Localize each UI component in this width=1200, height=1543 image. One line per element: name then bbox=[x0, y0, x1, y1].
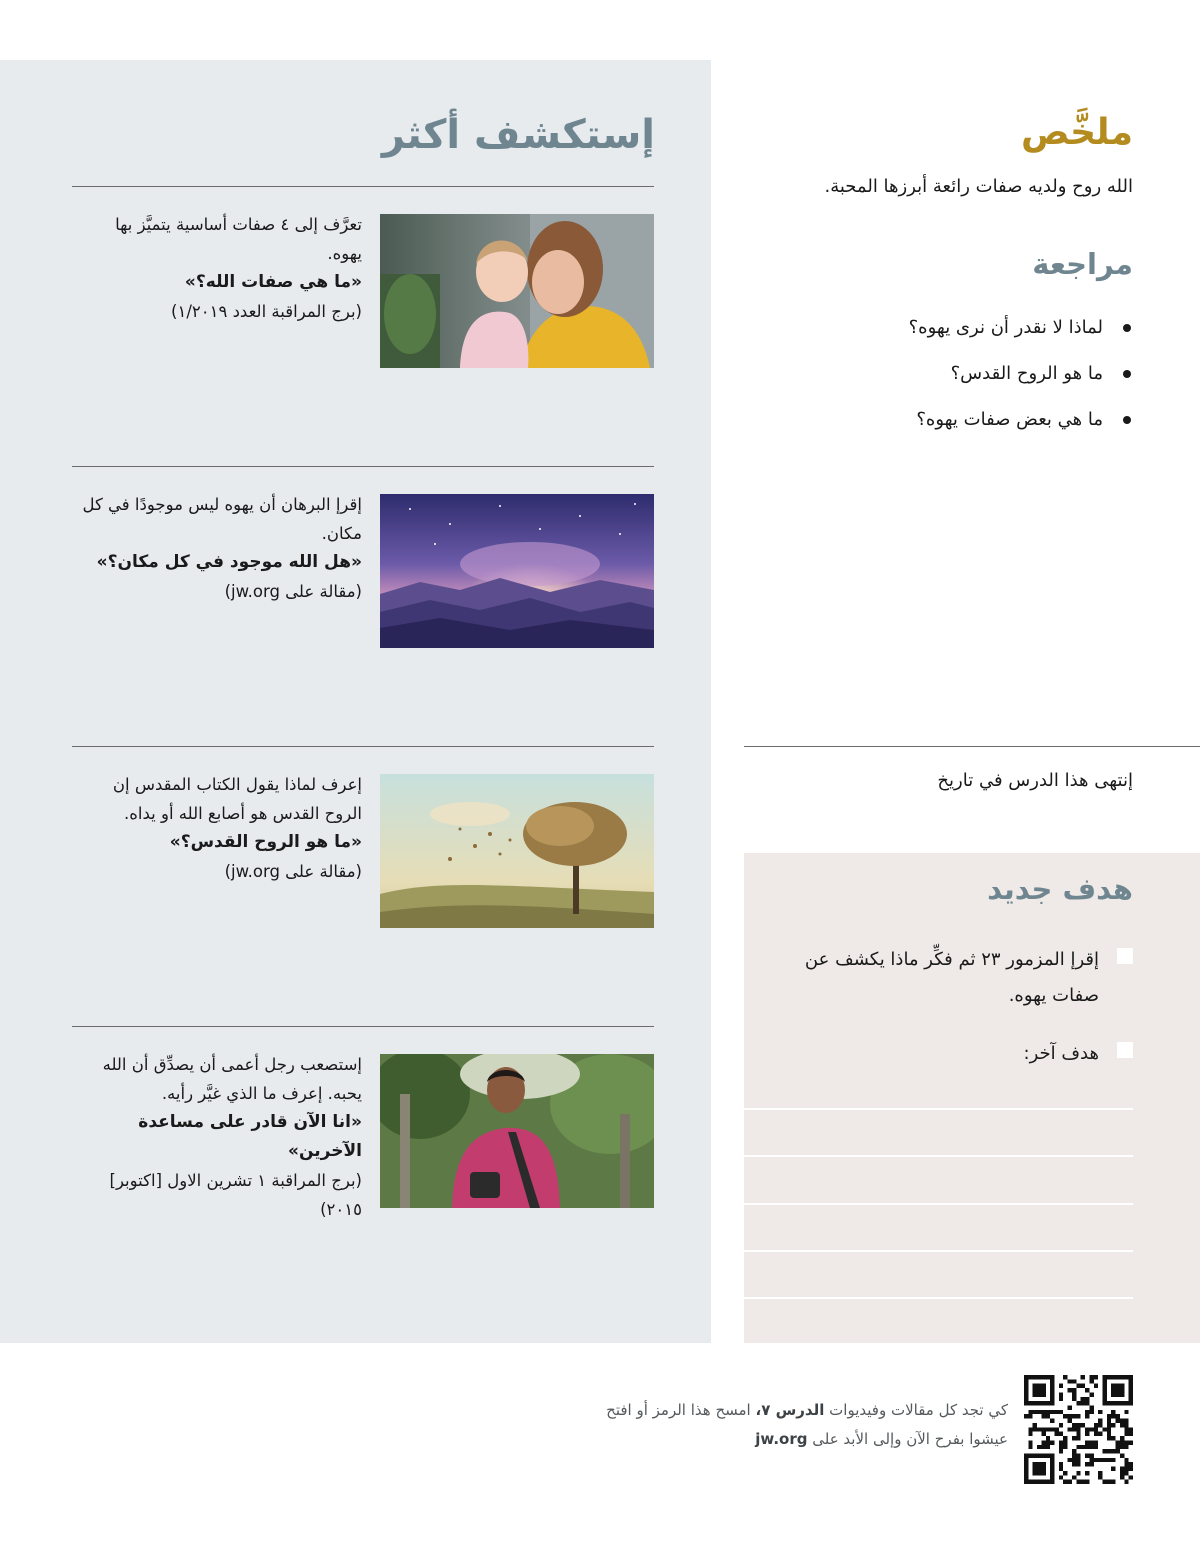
explore-item-description: إستصعب رجل أعمى أن يصدِّق أن الله يحبه. إعرف ما الذي غيَّر رأيه. bbox=[102, 1055, 362, 1103]
footer-instructions bbox=[588, 1396, 1008, 1454]
review-question bbox=[773, 405, 1133, 451]
footer-lesson-label: الدرس ٧، bbox=[755, 1401, 825, 1419]
explore-item-source: (مقالة على jw.org) bbox=[224, 582, 362, 601]
mother-holding-child-photo bbox=[380, 214, 654, 368]
bullet-icon bbox=[1123, 324, 1131, 332]
explore-divider bbox=[72, 186, 654, 187]
lesson-completed-label: إنتهى هذا الدرس في تاريخ bbox=[937, 770, 1133, 791]
review-question-text: ما هي بعض صفات يهوه؟ bbox=[916, 409, 1103, 430]
explore-item-description: إقرإ البرهان أن يهوه ليس موجودًا في كل مكان. bbox=[82, 495, 362, 543]
explore-item-source: (برج المراقبة ١ تشرين الاول [اكتوبر] ٢٠١٥) bbox=[109, 1171, 362, 1219]
qr-code-icon[interactable] bbox=[1024, 1375, 1133, 1484]
writing-line[interactable] bbox=[744, 1297, 1133, 1299]
checkbox[interactable] bbox=[1117, 1042, 1133, 1058]
completion-divider bbox=[744, 746, 1200, 747]
bullet-icon bbox=[1123, 416, 1131, 424]
review-title: مراجعة bbox=[1032, 247, 1133, 281]
explore-divider bbox=[72, 1026, 654, 1027]
explore-item-description: تعرَّف إلى ٤ صفات أساسية يتميَّز بها يهوه. bbox=[115, 215, 362, 263]
review-question-text: لماذا لا نقدر أن نرى يهوه؟ bbox=[908, 317, 1103, 338]
man-in-pink-shirt-photo bbox=[380, 1054, 654, 1208]
summary-text: الله روح ولديه صفات رائعة أبرزها المحبة. bbox=[824, 176, 1133, 197]
writing-line[interactable] bbox=[744, 1155, 1133, 1157]
writing-line[interactable] bbox=[744, 1203, 1133, 1205]
explore-item-description: إعرف لماذا يقول الكتاب المقدس إن الروح القدس هو أصابع الله أو يداه. bbox=[112, 775, 362, 823]
new-goal-title: هدف جديد bbox=[987, 872, 1133, 906]
explore-more-title: إستكشف أكثر bbox=[381, 112, 655, 158]
explore-item-link[interactable]: «انا الآن قادر على مساعدة الآخرين» bbox=[138, 1112, 362, 1161]
explore-item-source: (مقالة على jw.org) bbox=[224, 862, 362, 881]
review-question-text: ما هو الروح القدس؟ bbox=[950, 363, 1103, 384]
review-question bbox=[773, 359, 1133, 405]
explore-item-link[interactable]: «ما هي صفات الله؟» bbox=[184, 272, 362, 292]
review-questions-list bbox=[773, 313, 1133, 451]
footer-line-prefix: كي تجد كل مقالات وفيديوات bbox=[829, 1401, 1008, 1419]
goal-item-text: إقرإ المزمور ٢٣ ثم فكِّر ماذا يكشف عن صفات يهوه. bbox=[804, 949, 1099, 1006]
explore-divider bbox=[72, 746, 654, 747]
goal-item[interactable] bbox=[753, 942, 1133, 1014]
writing-line[interactable] bbox=[744, 1108, 1133, 1110]
starry-sky-sunrise-mountains-illustration bbox=[380, 494, 654, 648]
explore-divider bbox=[72, 466, 654, 467]
footer-line-rest: امسح هذا الرمز أو افتح عيشوا بفرح الآن وإلى الأبد على bbox=[606, 1401, 1008, 1448]
bullet-icon bbox=[1123, 370, 1131, 378]
writing-line[interactable] bbox=[744, 1250, 1133, 1252]
goal-item[interactable] bbox=[753, 1036, 1133, 1072]
checkbox[interactable] bbox=[1117, 948, 1133, 964]
goal-item-text: هدف آخر: bbox=[1023, 1043, 1099, 1064]
summary-title: ملخَّص bbox=[1020, 112, 1133, 153]
new-goal-panel bbox=[744, 853, 1200, 1343]
explore-item-source: (برج المراقبة العدد ١/٢٠١٩) bbox=[171, 302, 362, 321]
tree-in-wind-illustration bbox=[380, 774, 654, 928]
review-question bbox=[773, 313, 1133, 359]
explore-item-link[interactable]: «ما هو الروح القدس؟» bbox=[169, 832, 362, 852]
explore-item-link[interactable]: «هل الله موجود في كل مكان؟» bbox=[96, 552, 362, 572]
footer-site-link[interactable]: jw.org bbox=[755, 1430, 808, 1448]
